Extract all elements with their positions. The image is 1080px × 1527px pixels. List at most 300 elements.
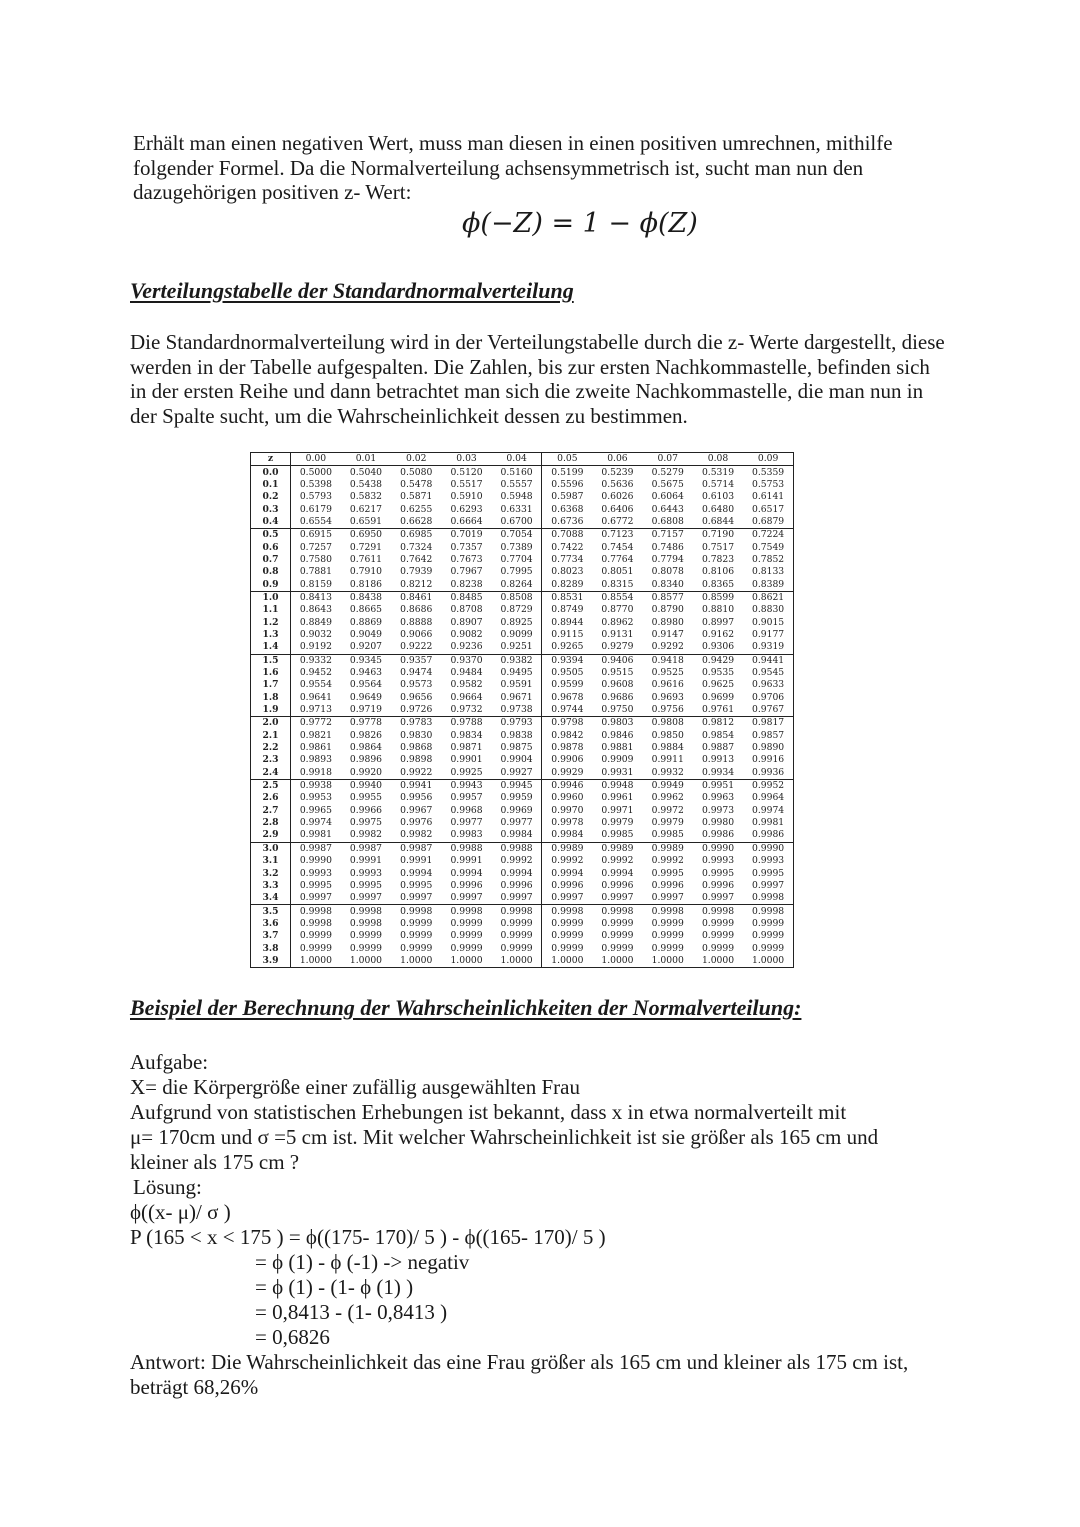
probability-cell: 0.6406 [601, 503, 634, 515]
probability-cell: 0.9965 [299, 804, 332, 816]
probability-cell: 0.7019 [450, 529, 483, 541]
probability-cell: 0.9998 [299, 917, 332, 929]
probability-cell: 0.9641 [299, 691, 332, 703]
z-value-cell: 1.8 [251, 692, 291, 704]
probability-cell: 0.9971 [601, 804, 634, 816]
probability-cell: 0.9981 [291, 829, 341, 842]
answer-paragraph: Antwort: Die Wahrscheinlichkeit das eine Frau größer als 165 cm und kleiner als 175 cm ist, beträgt 68,26% [130, 1350, 909, 1399]
probability-cell: 0.9999 [551, 917, 584, 929]
solution-step: = 0,8413 - (1- 0,8413 ) [255, 1300, 448, 1324]
probability-cell: 0.5160 [492, 466, 542, 479]
z-value-cell: 2.4 [251, 767, 291, 780]
probability-cell: 0.8830 [752, 604, 785, 616]
probability-cell: 0.9599 [551, 679, 584, 691]
probability-cell: 0.8554 [601, 591, 634, 603]
probability-cell: 0.9936 [743, 767, 793, 780]
table-row [251, 805, 794, 817]
probability-cell: 0.5557 [492, 479, 542, 491]
probability-cell: 0.9938 [299, 780, 332, 792]
probability-cell: 0.9463 [349, 667, 383, 679]
probability-cell: 0.9993 [299, 867, 332, 879]
probability-cell: 0.9987 [349, 842, 383, 854]
probability-cell: 0.5596 [551, 478, 584, 490]
probability-cell: 0.9981 [752, 817, 785, 829]
probability-cell: 0.9980 [701, 817, 735, 829]
probability-cell: 0.7939 [400, 566, 433, 578]
table-row [251, 466, 794, 479]
probability-cell: 0.9357 [400, 654, 433, 666]
probability-cell: 0.9998 [400, 905, 433, 917]
probability-cell: 0.9999 [601, 917, 634, 929]
probability-cell: 0.9948 [601, 780, 634, 792]
probability-cell: 0.9975 [349, 817, 383, 829]
probability-cell: 0.9994 [450, 867, 483, 879]
probability-cell: 0.9977 [450, 817, 483, 829]
probability-cell: 0.9934 [693, 767, 743, 780]
probability-cell: 0.9992 [551, 855, 584, 867]
probability-cell: 0.5987 [551, 491, 584, 503]
probability-cell: 0.9767 [743, 704, 793, 717]
probability-cell: 0.9452 [299, 667, 332, 679]
table-row [251, 905, 794, 918]
probability-cell: 0.9979 [651, 817, 684, 829]
probability-cell: 0.9993 [349, 867, 383, 879]
probability-cell: 0.9992 [651, 855, 684, 867]
z-value-cell: 0.0 [251, 466, 291, 479]
probability-cell: 0.9616 [651, 679, 684, 691]
column-header-cell: 0.04 [492, 453, 542, 466]
probability-cell: 0.6879 [743, 516, 793, 529]
probability-cell: 0.5636 [601, 478, 634, 490]
probability-cell: 0.5279 [651, 466, 684, 478]
probability-cell: 0.9974 [752, 804, 785, 816]
table-row [251, 566, 794, 578]
probability-cell: 0.9999 [752, 917, 785, 929]
z-value-cell: 1.7 [251, 679, 291, 691]
z-value-cell: 2.0 [251, 717, 291, 730]
probability-cell: 0.9904 [492, 754, 542, 766]
z-value-cell: 3.2 [251, 867, 291, 879]
probability-cell: 0.9927 [492, 767, 542, 780]
probability-cell: 0.9998 [743, 892, 793, 905]
probability-cell: 0.9999 [349, 942, 383, 954]
probability-cell: 0.9429 [701, 654, 735, 666]
probability-cell: 0.9999 [651, 917, 684, 929]
probability-cell: 0.6064 [651, 491, 684, 503]
intro-paragraph: Erhält man einen negativen Wert, muss man diesen in einen positiven umrechnen, mithilfe folgender Formel. Da die Normalverteilung achsensymmetrisch ist, sucht man nun den dazugehörigen positiven z- Wert: [133, 131, 893, 204]
probability-cell: 0.5675 [651, 478, 684, 490]
probability-cell: 0.8485 [450, 591, 483, 603]
probability-cell: 0.7422 [551, 541, 584, 553]
probability-cell: 0.9963 [701, 792, 735, 804]
probability-cell: 0.6591 [341, 516, 391, 529]
probability-cell: 0.8907 [450, 616, 483, 628]
probability-cell: 0.9906 [551, 754, 584, 766]
probability-cell: 0.8389 [743, 578, 793, 591]
probability-cell: 0.6772 [592, 516, 642, 529]
probability-cell: 0.8810 [701, 604, 735, 616]
probability-cell: 0.6293 [450, 503, 483, 515]
solution-step: P (165 < x < 175 ) = ϕ((175- 170)/ 5 ) - ϕ((165- 170)/ 5 ) [130, 1225, 606, 1249]
table-section-heading: Verteilungstabelle der Standardnormalverteilung [130, 278, 574, 303]
probability-cell: 0.9995 [349, 879, 383, 891]
probability-cell: 0.7704 [492, 554, 542, 566]
probability-cell: 0.9986 [693, 829, 743, 842]
z-value-cell: 0.7 [251, 554, 291, 566]
probability-cell: 0.9999 [651, 942, 684, 954]
probability-cell: 0.9999 [701, 930, 735, 942]
table-row [251, 667, 794, 679]
table-row [251, 867, 794, 879]
probability-cell: 0.5793 [299, 491, 332, 503]
probability-cell: 0.9999 [450, 930, 483, 942]
table-row [251, 541, 794, 553]
z-value-cell: 0.8 [251, 566, 291, 578]
table-row [251, 767, 794, 780]
probability-cell: 0.9406 [601, 654, 634, 666]
solution-step: = ϕ (1) - (1- ϕ (1) ) [255, 1275, 414, 1299]
probability-cell: 0.9854 [701, 729, 735, 741]
probability-cell: 0.9625 [701, 679, 735, 691]
probability-cell: 0.9999 [349, 930, 383, 942]
probability-cell: 0.9952 [752, 780, 785, 792]
probability-cell: 0.9998 [651, 905, 684, 917]
probability-cell: 0.9999 [400, 917, 433, 929]
probability-cell: 0.9988 [450, 842, 483, 854]
probability-cell: 0.9909 [601, 754, 634, 766]
probability-cell: 0.6985 [400, 529, 433, 541]
z-table [250, 452, 794, 968]
probability-cell: 0.9997 [341, 892, 391, 905]
z-value-cell: 0.2 [251, 491, 291, 503]
probability-cell: 0.9997 [492, 892, 542, 905]
probability-cell: 0.5753 [752, 478, 785, 490]
probability-cell: 0.9834 [450, 729, 483, 741]
probability-cell: 0.6915 [299, 529, 332, 541]
probability-cell: 0.8159 [291, 578, 341, 591]
column-header-cell: 0.00 [291, 453, 341, 466]
probability-cell: 1.0000 [492, 955, 542, 968]
probability-cell: 0.9868 [400, 742, 433, 754]
probability-cell: 0.7357 [450, 541, 483, 553]
z-value-cell: 3.3 [251, 880, 291, 892]
probability-cell: 0.9394 [551, 654, 584, 666]
probability-cell: 0.7642 [400, 553, 433, 565]
z-value-cell: 3.4 [251, 892, 291, 905]
probability-cell: 0.7881 [299, 566, 332, 578]
probability-cell: 0.9983 [441, 829, 491, 842]
probability-cell: 0.9564 [349, 679, 383, 691]
probability-cell: 0.9864 [349, 742, 383, 754]
probability-cell: 0.8980 [651, 616, 684, 628]
probability-cell: 0.9932 [643, 767, 693, 780]
table-row [251, 554, 794, 566]
z-value-cell: 1.0 [251, 591, 291, 604]
probability-cell: 0.9920 [341, 767, 391, 780]
table-row [251, 591, 794, 604]
z-value-cell: 2.5 [251, 779, 291, 792]
probability-cell: 0.9474 [400, 667, 433, 679]
z-value-cell: 0.5 [251, 529, 291, 542]
table-row [251, 842, 794, 855]
probability-cell: 0.9649 [349, 691, 383, 703]
probability-cell: 0.9990 [701, 842, 735, 854]
probability-cell: 0.6950 [349, 529, 383, 541]
probability-cell: 0.9966 [349, 804, 383, 816]
example-section-heading: Beispiel der Berechnung der Wahrscheinlichkeiten der Normalverteilung: [130, 995, 802, 1020]
probability-cell: 0.9861 [299, 742, 332, 754]
probability-cell: 0.8365 [693, 578, 743, 591]
probability-cell: 0.5871 [400, 491, 433, 503]
probability-cell: 0.9972 [651, 804, 684, 816]
probability-cell: 0.6255 [400, 503, 433, 515]
probability-cell: 0.9996 [492, 880, 542, 892]
probability-cell: 0.9713 [291, 704, 341, 717]
probability-cell: 0.9846 [601, 729, 634, 741]
z-value-cell: 0.9 [251, 578, 291, 591]
probability-cell: 0.9941 [400, 780, 433, 792]
probability-cell: 0.9997 [441, 892, 491, 905]
probability-cell: 0.9998 [701, 905, 735, 917]
probability-cell: 0.9976 [400, 817, 433, 829]
probability-cell: 0.9656 [400, 691, 433, 703]
probability-cell: 0.9998 [492, 905, 542, 918]
probability-cell: 1.0000 [542, 955, 592, 968]
probability-cell: 0.5948 [492, 491, 542, 503]
probability-cell: 0.9990 [752, 842, 785, 854]
probability-cell: 0.9994 [400, 867, 433, 879]
probability-cell: 0.9989 [651, 842, 684, 854]
probability-cell: 0.9332 [299, 654, 332, 666]
z-value-cell: 2.3 [251, 754, 291, 766]
probability-cell: 0.9949 [651, 780, 684, 792]
probability-cell: 1.0000 [693, 955, 743, 968]
probability-cell: 0.8438 [349, 591, 383, 603]
probability-cell: 0.5832 [349, 491, 383, 503]
probability-cell: 0.9147 [651, 628, 684, 640]
probability-cell: 0.9994 [492, 867, 542, 879]
z-value-cell: 0.1 [251, 479, 291, 491]
probability-cell: 0.9987 [400, 842, 433, 854]
probability-cell: 0.9970 [551, 804, 584, 816]
probability-cell: 0.9999 [752, 930, 785, 942]
probability-cell: 0.9998 [450, 905, 483, 917]
probability-cell: 0.9726 [391, 704, 441, 717]
probability-cell: 0.9812 [701, 717, 735, 729]
probability-cell: 0.6103 [701, 491, 735, 503]
z-value-cell: 0.3 [251, 503, 291, 515]
column-header-cell: 0.09 [743, 453, 793, 466]
probability-cell: 0.9693 [651, 691, 684, 703]
probability-cell: 0.9901 [450, 754, 483, 766]
table-row [251, 479, 794, 491]
probability-cell: 0.9236 [441, 641, 491, 654]
probability-cell: 0.9999 [701, 942, 735, 954]
probability-cell: 0.8749 [551, 604, 584, 616]
probability-cell: 0.9974 [299, 817, 332, 829]
z-value-cell: 2.1 [251, 730, 291, 742]
probability-cell: 0.9803 [601, 717, 634, 729]
probability-cell: 0.8888 [400, 616, 433, 628]
probability-cell: 0.7967 [450, 566, 483, 578]
table-row [251, 717, 794, 730]
solution-label: Lösung: [133, 1175, 202, 1199]
probability-cell: 0.9999 [492, 930, 542, 942]
probability-cell: 0.9838 [492, 730, 542, 742]
probability-cell: 0.8023 [551, 566, 584, 578]
probability-cell: 0.5478 [400, 478, 433, 490]
probability-cell: 0.7190 [701, 529, 735, 541]
probability-cell: 0.9922 [391, 767, 441, 780]
probability-cell: 0.9699 [701, 691, 735, 703]
probability-cell: 0.6664 [441, 516, 491, 529]
probability-cell: 0.9999 [601, 942, 634, 954]
z-value-cell: 3.8 [251, 942, 291, 954]
probability-cell: 0.8729 [492, 604, 542, 616]
probability-cell: 0.9998 [601, 905, 634, 917]
probability-cell: 0.9207 [341, 641, 391, 654]
probability-cell: 0.9998 [299, 905, 332, 917]
probability-cell: 0.9871 [450, 742, 483, 754]
task-line: kleiner als 175 cm ? [130, 1150, 300, 1174]
probability-cell: 0.9999 [752, 942, 785, 954]
probability-cell: 0.7486 [651, 541, 684, 553]
probability-cell: 0.7910 [349, 566, 383, 578]
symmetry-formula: ϕ(−Z) = 1 − ϕ(Z) [462, 208, 698, 239]
probability-cell: 0.8212 [391, 578, 441, 591]
probability-cell: 0.9999 [450, 917, 483, 929]
probability-cell: 0.9999 [400, 942, 433, 954]
table-row [251, 629, 794, 641]
probability-cell: 0.8461 [400, 591, 433, 603]
z-value-cell: 1.1 [251, 604, 291, 616]
probability-cell: 0.5199 [551, 466, 584, 478]
probability-cell: 0.8686 [400, 604, 433, 616]
probability-cell: 0.7852 [752, 553, 785, 565]
probability-cell: 0.9993 [752, 855, 785, 867]
z-value-cell: 1.2 [251, 616, 291, 628]
probability-cell: 0.9998 [349, 917, 383, 929]
probability-cell: 0.9545 [752, 667, 785, 679]
table-row [251, 942, 794, 954]
probability-cell: 0.9798 [551, 717, 584, 729]
probability-cell: 0.9992 [492, 855, 542, 867]
table-row [251, 918, 794, 930]
probability-cell: 0.5359 [752, 466, 785, 478]
probability-cell: 0.9999 [450, 942, 483, 954]
probability-cell: 0.5438 [349, 478, 383, 490]
probability-cell: 0.6808 [643, 516, 693, 529]
probability-cell: 0.6368 [551, 503, 584, 515]
probability-cell: 0.7794 [651, 553, 684, 565]
probability-cell: 0.8106 [701, 566, 735, 578]
probability-cell: 0.9989 [551, 842, 584, 854]
probability-cell: 0.9962 [651, 792, 684, 804]
probability-cell: 0.9978 [551, 817, 584, 829]
probability-cell: 0.9940 [349, 780, 383, 792]
probability-cell: 0.9793 [492, 717, 542, 730]
probability-cell: 0.7673 [450, 553, 483, 565]
probability-cell: 0.9918 [291, 767, 341, 780]
probability-cell: 0.8849 [299, 616, 332, 628]
probability-cell: 0.9916 [752, 754, 785, 766]
probability-cell: 0.9995 [400, 879, 433, 891]
probability-cell: 0.5040 [349, 466, 383, 478]
probability-cell: 0.9678 [551, 691, 584, 703]
probability-cell: 0.9999 [651, 930, 684, 942]
probability-cell: 0.9997 [693, 892, 743, 905]
probability-cell: 0.9955 [349, 792, 383, 804]
probability-cell: 0.9994 [601, 867, 634, 879]
probability-cell: 0.9778 [349, 717, 383, 729]
probability-cell: 0.9999 [492, 918, 542, 930]
probability-cell: 0.9945 [492, 779, 542, 792]
probability-cell: 0.6700 [492, 516, 542, 529]
probability-cell: 1.0000 [391, 955, 441, 968]
probability-cell: 0.8340 [643, 578, 693, 591]
probability-cell: 0.7123 [601, 529, 634, 541]
table-row [251, 754, 794, 766]
probability-cell: 0.9996 [651, 879, 684, 891]
column-header-cell: 0.08 [693, 453, 743, 466]
probability-cell: 0.9857 [752, 729, 785, 741]
solution-result: = 0,6826 [255, 1325, 330, 1349]
probability-cell: 0.9893 [299, 754, 332, 766]
probability-cell: 0.9821 [299, 729, 332, 741]
z-value-cell: 3.5 [251, 905, 291, 918]
probability-cell: 0.5319 [701, 466, 735, 478]
probability-cell: 0.7549 [752, 541, 785, 553]
probability-cell: 0.8413 [299, 591, 332, 603]
probability-cell: 0.7054 [492, 529, 542, 542]
table-header-row [251, 453, 794, 466]
probability-cell: 0.9515 [601, 667, 634, 679]
z-value-cell: 3.0 [251, 842, 291, 855]
probability-cell: 0.9999 [701, 917, 735, 929]
probability-cell: 0.7734 [551, 553, 584, 565]
probability-cell: 0.9982 [341, 829, 391, 842]
table-row [251, 892, 794, 905]
probability-cell: 0.9664 [450, 691, 483, 703]
table-row [251, 529, 794, 542]
probability-cell: 0.9850 [651, 729, 684, 741]
probability-cell: 0.9998 [551, 905, 584, 917]
table-row [251, 604, 794, 616]
probability-cell: 0.9808 [651, 717, 684, 729]
probability-cell: 0.8925 [492, 616, 542, 628]
probability-cell: 0.9099 [492, 629, 542, 641]
probability-cell: 0.7764 [601, 553, 634, 565]
probability-cell: 0.7389 [492, 541, 542, 553]
probability-cell: 0.9973 [701, 804, 735, 816]
probability-cell: 0.7257 [299, 541, 332, 553]
table-row [251, 955, 794, 968]
probability-cell: 0.6141 [752, 491, 785, 503]
probability-cell: 0.9957 [450, 792, 483, 804]
probability-cell: 0.9987 [299, 842, 332, 854]
probability-cell: 0.9989 [601, 842, 634, 854]
probability-cell: 0.7517 [701, 541, 735, 553]
probability-cell: 0.9115 [551, 628, 584, 640]
probability-cell: 0.7580 [299, 553, 332, 565]
probability-cell: 0.9772 [299, 717, 332, 729]
probability-cell: 0.9979 [601, 817, 634, 829]
probability-cell: 0.9706 [752, 691, 785, 703]
table-row [251, 930, 794, 942]
probability-cell: 0.9997 [643, 892, 693, 905]
probability-cell: 0.8289 [542, 578, 592, 591]
probability-cell: 0.9525 [651, 667, 684, 679]
